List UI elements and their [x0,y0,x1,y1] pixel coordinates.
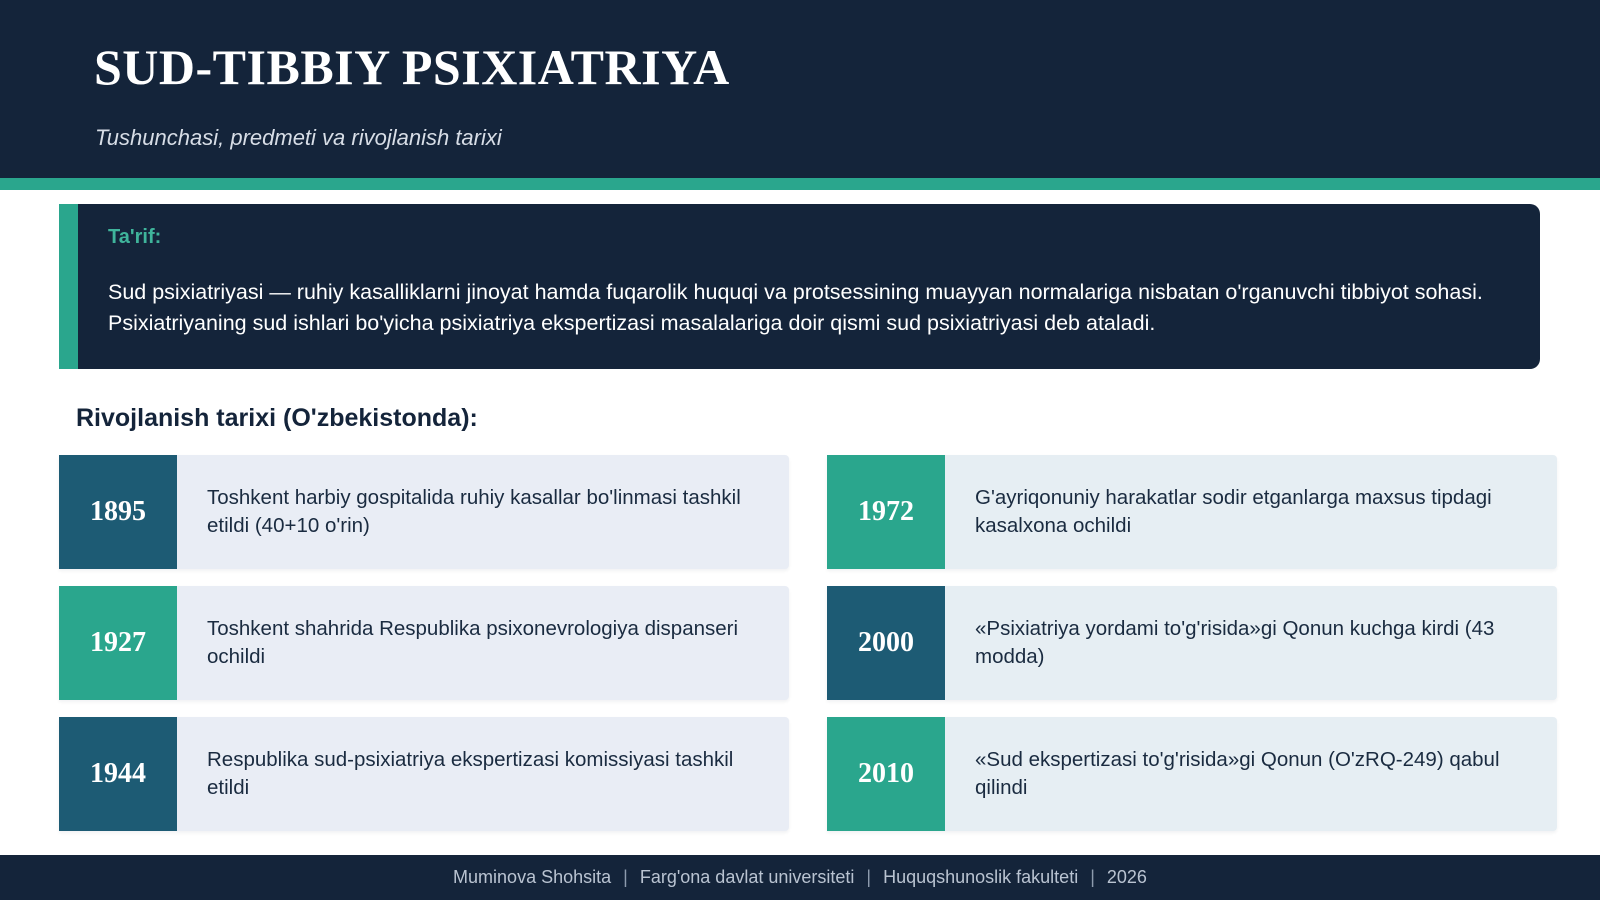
definition-label: Ta'rif: [108,226,162,248]
timeline-event-text: Toshkent shahrida Respublika psixonevrologiya dispanseri ochildi [207,617,739,668]
timeline-year: 1927 [59,586,177,700]
timeline-year: 1895 [59,455,177,569]
accent-divider [0,178,1600,190]
timeline-card-1895 [59,455,789,569]
history-heading: Rivojlanish tarixi (O'zbekistonda): [76,404,478,432]
footer-university: Farg'ona davlat universiteti [639,867,855,887]
footer-faculty: Huquqshunoslik fakulteti [883,867,1079,887]
timeline-card-2010 [827,717,1557,831]
definition-text: Sud psixiatriyasi — ruhiy kasalliklarni jinoyat hamda fuqarolik huquqi va protsessining muayyan normalariga nisbatan o'rganuvchi tibbiyot sohasi. Psixiatriyaning sud ishlari bo'yicha psixiatriya ekspertizasi masalalariga doir qismi sud psixiatriyasi deb ataladi. [108,280,1483,335]
timeline-card-2000 [827,586,1557,700]
slide-header [0,0,1600,178]
slide-subtitle: Tushunchasi, predmeti va rivojlanish tarixi [95,125,502,150]
timeline-event-text: Respublika sud-psixiatriya ekspertizasi komissiyasi tashkil etildi [207,748,734,799]
timeline-card-1944 [59,717,789,831]
timeline-year: 2010 [827,717,945,831]
timeline-year: 1944 [59,717,177,831]
definition-box [59,204,1540,369]
timeline-event-text: G'ayriqonuniy harakatlar sodir etganlarga maxsus tipdagi kasalxona ochildi [975,486,1492,537]
timeline-event-text: «Sud ekspertizasi to'g'risida»gi Qonun (O'zRQ-249) qabul qilindi [975,748,1500,799]
timeline-event-text: «Psixiatriya yordami to'g'risida»gi Qonun kuchga kirdi (43 modda) [975,617,1495,668]
timeline-card-1927 [59,586,789,700]
slide-footer [0,855,1600,900]
timeline-event-text: Toshkent harbiy gospitalida ruhiy kasallar bo'linmasi tashkil etildi (40+10 o'rin) [207,486,741,537]
definition-accent-stripe [59,204,78,369]
slide-title: SUD-TIBBIY PSIXIATRIYA [94,39,730,95]
footer-separator: | [1090,867,1095,887]
footer-author: Muminova Shohsita [453,867,612,887]
footer-year: 2026 [1106,867,1147,887]
timeline-year: 1972 [827,455,945,569]
footer-separator: | [623,867,628,887]
timeline-card-1972 [827,455,1557,569]
footer-separator: | [866,867,872,887]
timeline-year: 2000 [827,586,945,700]
